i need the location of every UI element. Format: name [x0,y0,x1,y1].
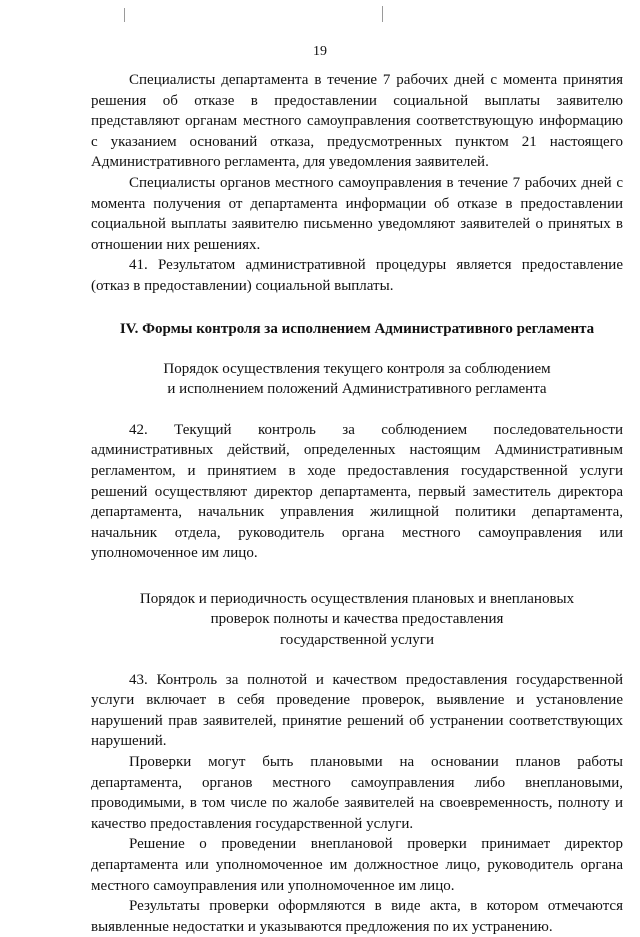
paragraph: Проверки могут быть плановыми на основании планов работы департамента, органов местного самоуправления либо внеплановыми, проводимыми, в том числе по жалобе заявителей на своевременность, полноту и качество предоставления государственной услуги. [91,754,623,832]
subsection-heading-line: Порядок и периодичность осуществления плановых и внеплановых [139,590,575,607]
paragraph: 42. Текущий контроль за соблюдением последовательности административных действий, определенных настоящим Административным регламентом, и принятием в ходе предоставления государственной услуги решений осуществляют директор департамента, первый заместитель директора департамента, начальник управления жилищной политики департамента, начальник отдела, руководитель органа местного самоуправления или уполномоченное им лицо. [91,421,623,562]
section-title: IV. Формы контроля за исполнением Административного регламента [119,320,595,337]
subsection-heading-line: и исполнением положений Административного регламента [167,381,547,398]
subsection-heading-line: государственной услуги [280,632,434,649]
paragraph: 43. Контроль за полнотой и качеством предоставления государственной услуги включает в себя проведение проверок, выявление и установление нарушений прав заявителей, принятие решений об устранении соответствующих нарушений. [91,671,623,750]
page-number: 19 [313,44,327,59]
paragraph: Решение о проведении внеплановой проверки принимает директор департамента или уполномоченное им должностное лицо, руководитель органа местного самоуправления или уполномоченное им лицо. [91,836,623,894]
subsection-heading-line: проверок полноты и качества предоставления [210,611,504,628]
subsection-heading-line: Порядок осуществления текущего контроля за соблюдением [163,360,551,377]
subsection-heading [91,589,623,651]
scan-artifact-mark [382,6,383,22]
paragraph: Результаты проверки оформляются в виде акта, в котором отмечаются выявленные недостатки и указываются предложения по их устранению. [91,898,623,935]
paragraph: Специалисты органов местного самоуправления в течение 7 рабочих дней с момента получения от департамента информации об отказе в предоставлении социальной выплаты заявителю письменно уведомляют заявителей о принятых в отношении них решениях. [91,174,623,253]
subsection-heading [91,359,623,400]
paragraph: 41. Результатом административной процедуры является предоставление (отказ в предоставлении) социальной выплаты. [91,257,623,294]
scan-artifact-mark [124,8,125,22]
document-body [91,70,623,937]
paragraph: Специалисты департамента в течение 7 рабочих дней с момента принятия решения об отказе в предоставлении социальной выплаты заявителю представляют органам местного самоуправления соответствующую информацию с указанием оснований отказа, предусмотренных пунктом 21 настоящего Административного регламента, для уведомления заявителей. [91,72,623,171]
